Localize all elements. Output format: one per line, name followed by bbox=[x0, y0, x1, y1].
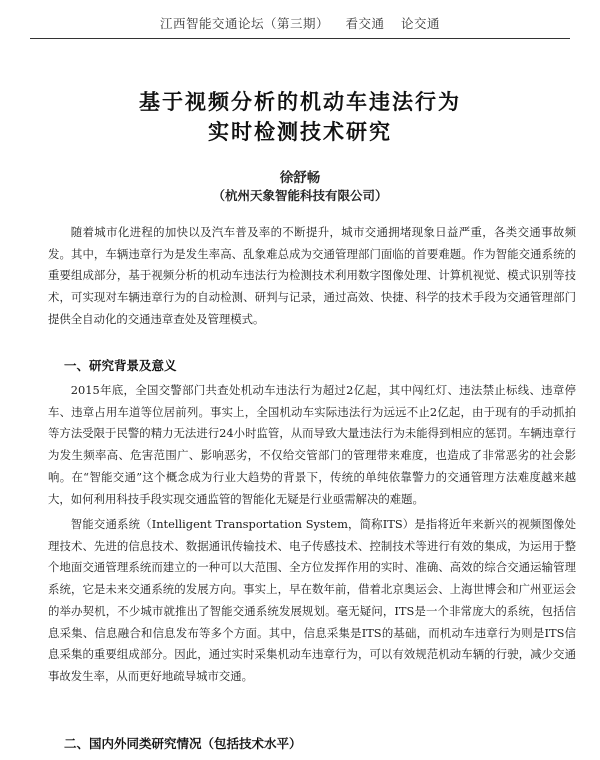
background-paragraph: 2015年底，全国交警部门共查处机动车违法行为超过2亿起，其中闯红灯、违法禁止标线、违章停车、违章占用车道等位居前列。事实上，全国机动车实际违法行为远远不止2亿起，由于现有的手动抓拍等方法受限于民警的精力无法进行24小时监管，从而导致大量违法行为未能得到相应的惩罚。车辆违章行为发生频率高、危害范围广、影响恶劣，不仅给交管部门的管理带来难度，也造成了非常恶劣的社会影响。在“智能交通”这个概念成为行业大趋势的背景下，传统的单纯依靠警力的交通管理方法难度越来越大，如何利用科技手段实现交通监管的智能化无疑是行业亟需解决的难题。 bbox=[48, 383, 576, 506]
column-name: 看交通 bbox=[345, 16, 385, 31]
column-topic: 论交通 bbox=[400, 16, 440, 31]
paper-title-line-1: 基于视频分析的机动车违法行为 bbox=[139, 90, 461, 114]
paper-title-line-2: 实时检测技术研究 bbox=[208, 120, 392, 144]
section-heading-2: 二、国内外同类研究情况（包括技术水平） bbox=[64, 736, 302, 751]
section-heading-1: 一、研究背景及意义 bbox=[64, 358, 177, 373]
its-paragraph: 智能交通系统（Intelligent Transportation System，简称ITS）是指将近年来新兴的视频图像处理技术、先进的信息技术、数据通讯传输技术、电子传感技术、控制技术等进行有效的集成，为运用于整个地面交通管理系统而建立的一种可以大范围、全方位发挥作用的实时、准确、高效的综合交通运输管理系统，它是未来交通系统的发展方向。事实上，早在数年前，借着北京奥运会、上海世博会和广州亚运会的举办契机，不少城市就推出了智能交通系统发展规划。毫无疑问，ITS是一个非常庞大的系统，包括信息采集、信息融合和信息发布等多个方面。其中，信息采集是ITS的基础，而机动车违章行为则是ITS信息采集的重要组成部分。因此，通过实时采集机动车违章行为，可以有效规范机动车辆的行驶，减少交通事故发生率，从而更好地疏导城市交通。 bbox=[48, 517, 576, 683]
journal-name: 江西智能交通论坛（第三期） bbox=[159, 16, 329, 31]
intro-paragraph: 随着城市化进程的加快以及汽车普及率的不断提升，城市交通拥堵现象日益严重，各类交通事故频发。其中，车辆违章行为是发生率高、乱象难总成为交通管理部门面临的首要难题。作为智能交通系统的重要组成部分，基于视频分析的机动车违法行为检测技术利用数字图像处理、计算机视觉、模式识别等技术，可实现对车辆违章行为的自动检测、研判与记录，通过高效、快捷、科学的技术手段为交通管理部门提供全自动化的交通违章查处及管理模式。 bbox=[48, 225, 576, 326]
running-header bbox=[0, 14, 600, 32]
author-affiliation: （杭州天象智能科技有限公司） bbox=[212, 188, 388, 203]
header-rule bbox=[30, 38, 570, 39]
author-name: 徐舒畅 bbox=[279, 170, 321, 186]
